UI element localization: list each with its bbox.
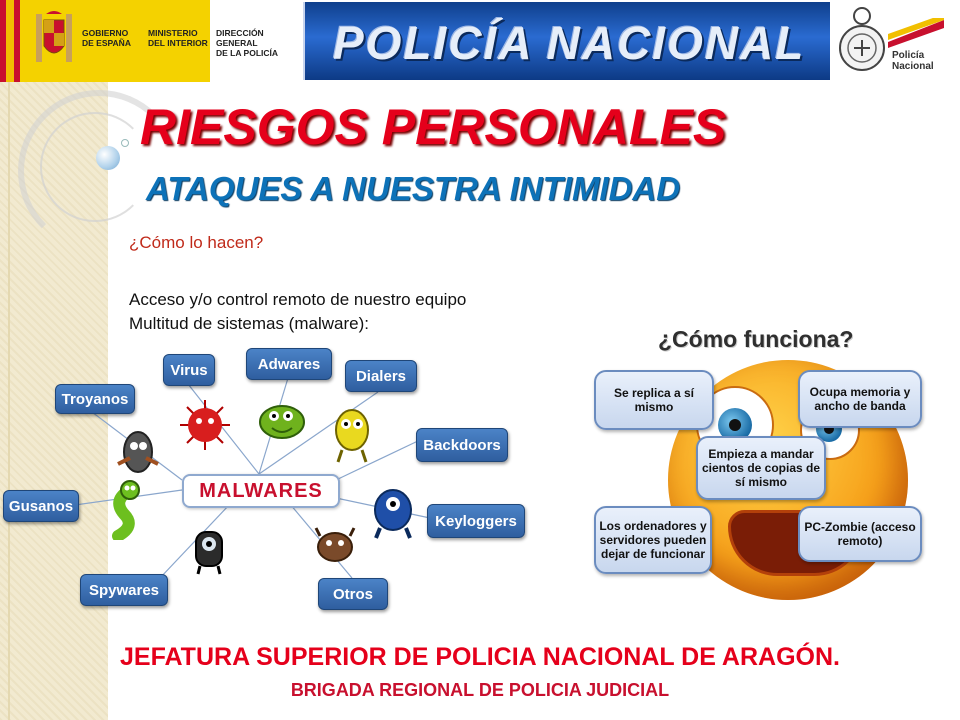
bubble-replica: Se replica a sí mismo	[594, 370, 714, 430]
malwares-center: MALWARES	[182, 474, 340, 508]
police-badge-icon	[836, 4, 888, 78]
spain-flag-strip	[0, 0, 20, 82]
header	[0, 0, 960, 82]
dialer-icon	[330, 402, 374, 464]
gobierno-line2: DE ESPAÑA	[82, 38, 131, 48]
left-pupil	[729, 419, 741, 431]
bubble-memoria: Ocupa memoria y ancho de banda	[798, 370, 922, 428]
direccion-text	[216, 28, 302, 58]
ministerio-text	[148, 28, 208, 48]
body-line: Acceso y/o control remoto de nuestro equipo	[129, 290, 467, 309]
slide-title: RIESGOS PERSONALES	[140, 99, 727, 155]
malware-diagram	[0, 340, 560, 620]
adware-icon	[254, 398, 310, 442]
direccion-line1: DIRECCIÓN GENERAL	[216, 28, 264, 48]
gobierno-block	[20, 0, 210, 82]
face-diagram	[590, 320, 930, 610]
tag-keyloggers: Keyloggers	[427, 504, 525, 538]
footer-line1: JEFATURA SUPERIOR DE POLICIA NACIONAL DE ARAGÓN.	[120, 643, 840, 671]
bubble-ordenadores: Los ordenadores y servidores pueden dejar de funcionar	[594, 506, 712, 574]
face-diagram-title: ¿Cómo funciona?	[658, 326, 854, 352]
other-malware-icon	[312, 522, 358, 568]
ministerio-line2: DEL INTERIOR	[148, 38, 208, 48]
tag-dialers: Dialers	[345, 360, 417, 392]
intro-question: ¿Cómo lo hacen?	[129, 233, 264, 252]
policia-banner	[303, 2, 830, 80]
ministerio-line1: MINISTERIO	[148, 28, 198, 38]
policia-nacional-logo	[830, 0, 960, 82]
tag-spywares: Spywares	[80, 574, 168, 606]
banner-title: POLICÍA NACIONAL	[333, 17, 806, 69]
spain-coat-of-arms-icon	[34, 10, 74, 70]
spain-stripes-icon	[886, 18, 946, 48]
bubble-copias: Empieza a mandar cientos de copias de sí mismo	[696, 436, 826, 500]
slide-subtitle: ATAQUES A NUESTRA INTIMIDAD	[146, 170, 681, 207]
tag-adwares: Adwares	[246, 348, 332, 380]
tag-backdoors: Backdoors	[416, 428, 508, 462]
spyware-icon	[188, 524, 230, 576]
tag-gusanos: Gusanos	[3, 490, 79, 522]
trojan-icon	[112, 424, 164, 480]
body-text	[129, 288, 466, 336]
tag-troyanos: Troyanos	[55, 384, 135, 414]
worm-icon	[102, 480, 152, 540]
logo-line1: Policía	[892, 50, 925, 61]
tag-otros: Otros	[318, 578, 388, 610]
logo-line2: Nacional	[892, 61, 934, 72]
decorative-bubble-small	[121, 139, 129, 147]
footer-line2: BRIGADA REGIONAL DE POLICIA JUDICIAL	[290, 680, 670, 700]
tag-virus: Virus	[163, 354, 215, 386]
direccion-line2: DE LA POLICÍA	[216, 48, 279, 58]
logo-text	[892, 50, 934, 72]
virus-icon	[178, 398, 232, 452]
decorative-bubble	[96, 146, 120, 170]
gobierno-text	[82, 28, 131, 48]
keylogger-icon	[368, 484, 418, 540]
bubble-zombie: PC-Zombie (acceso remoto)	[798, 506, 922, 562]
body-line: Multitud de sistemas (malware):	[129, 314, 369, 333]
direccion-block	[210, 0, 302, 82]
gobierno-line1: GOBIERNO	[82, 28, 129, 38]
decorative-arc-inner	[40, 112, 150, 222]
